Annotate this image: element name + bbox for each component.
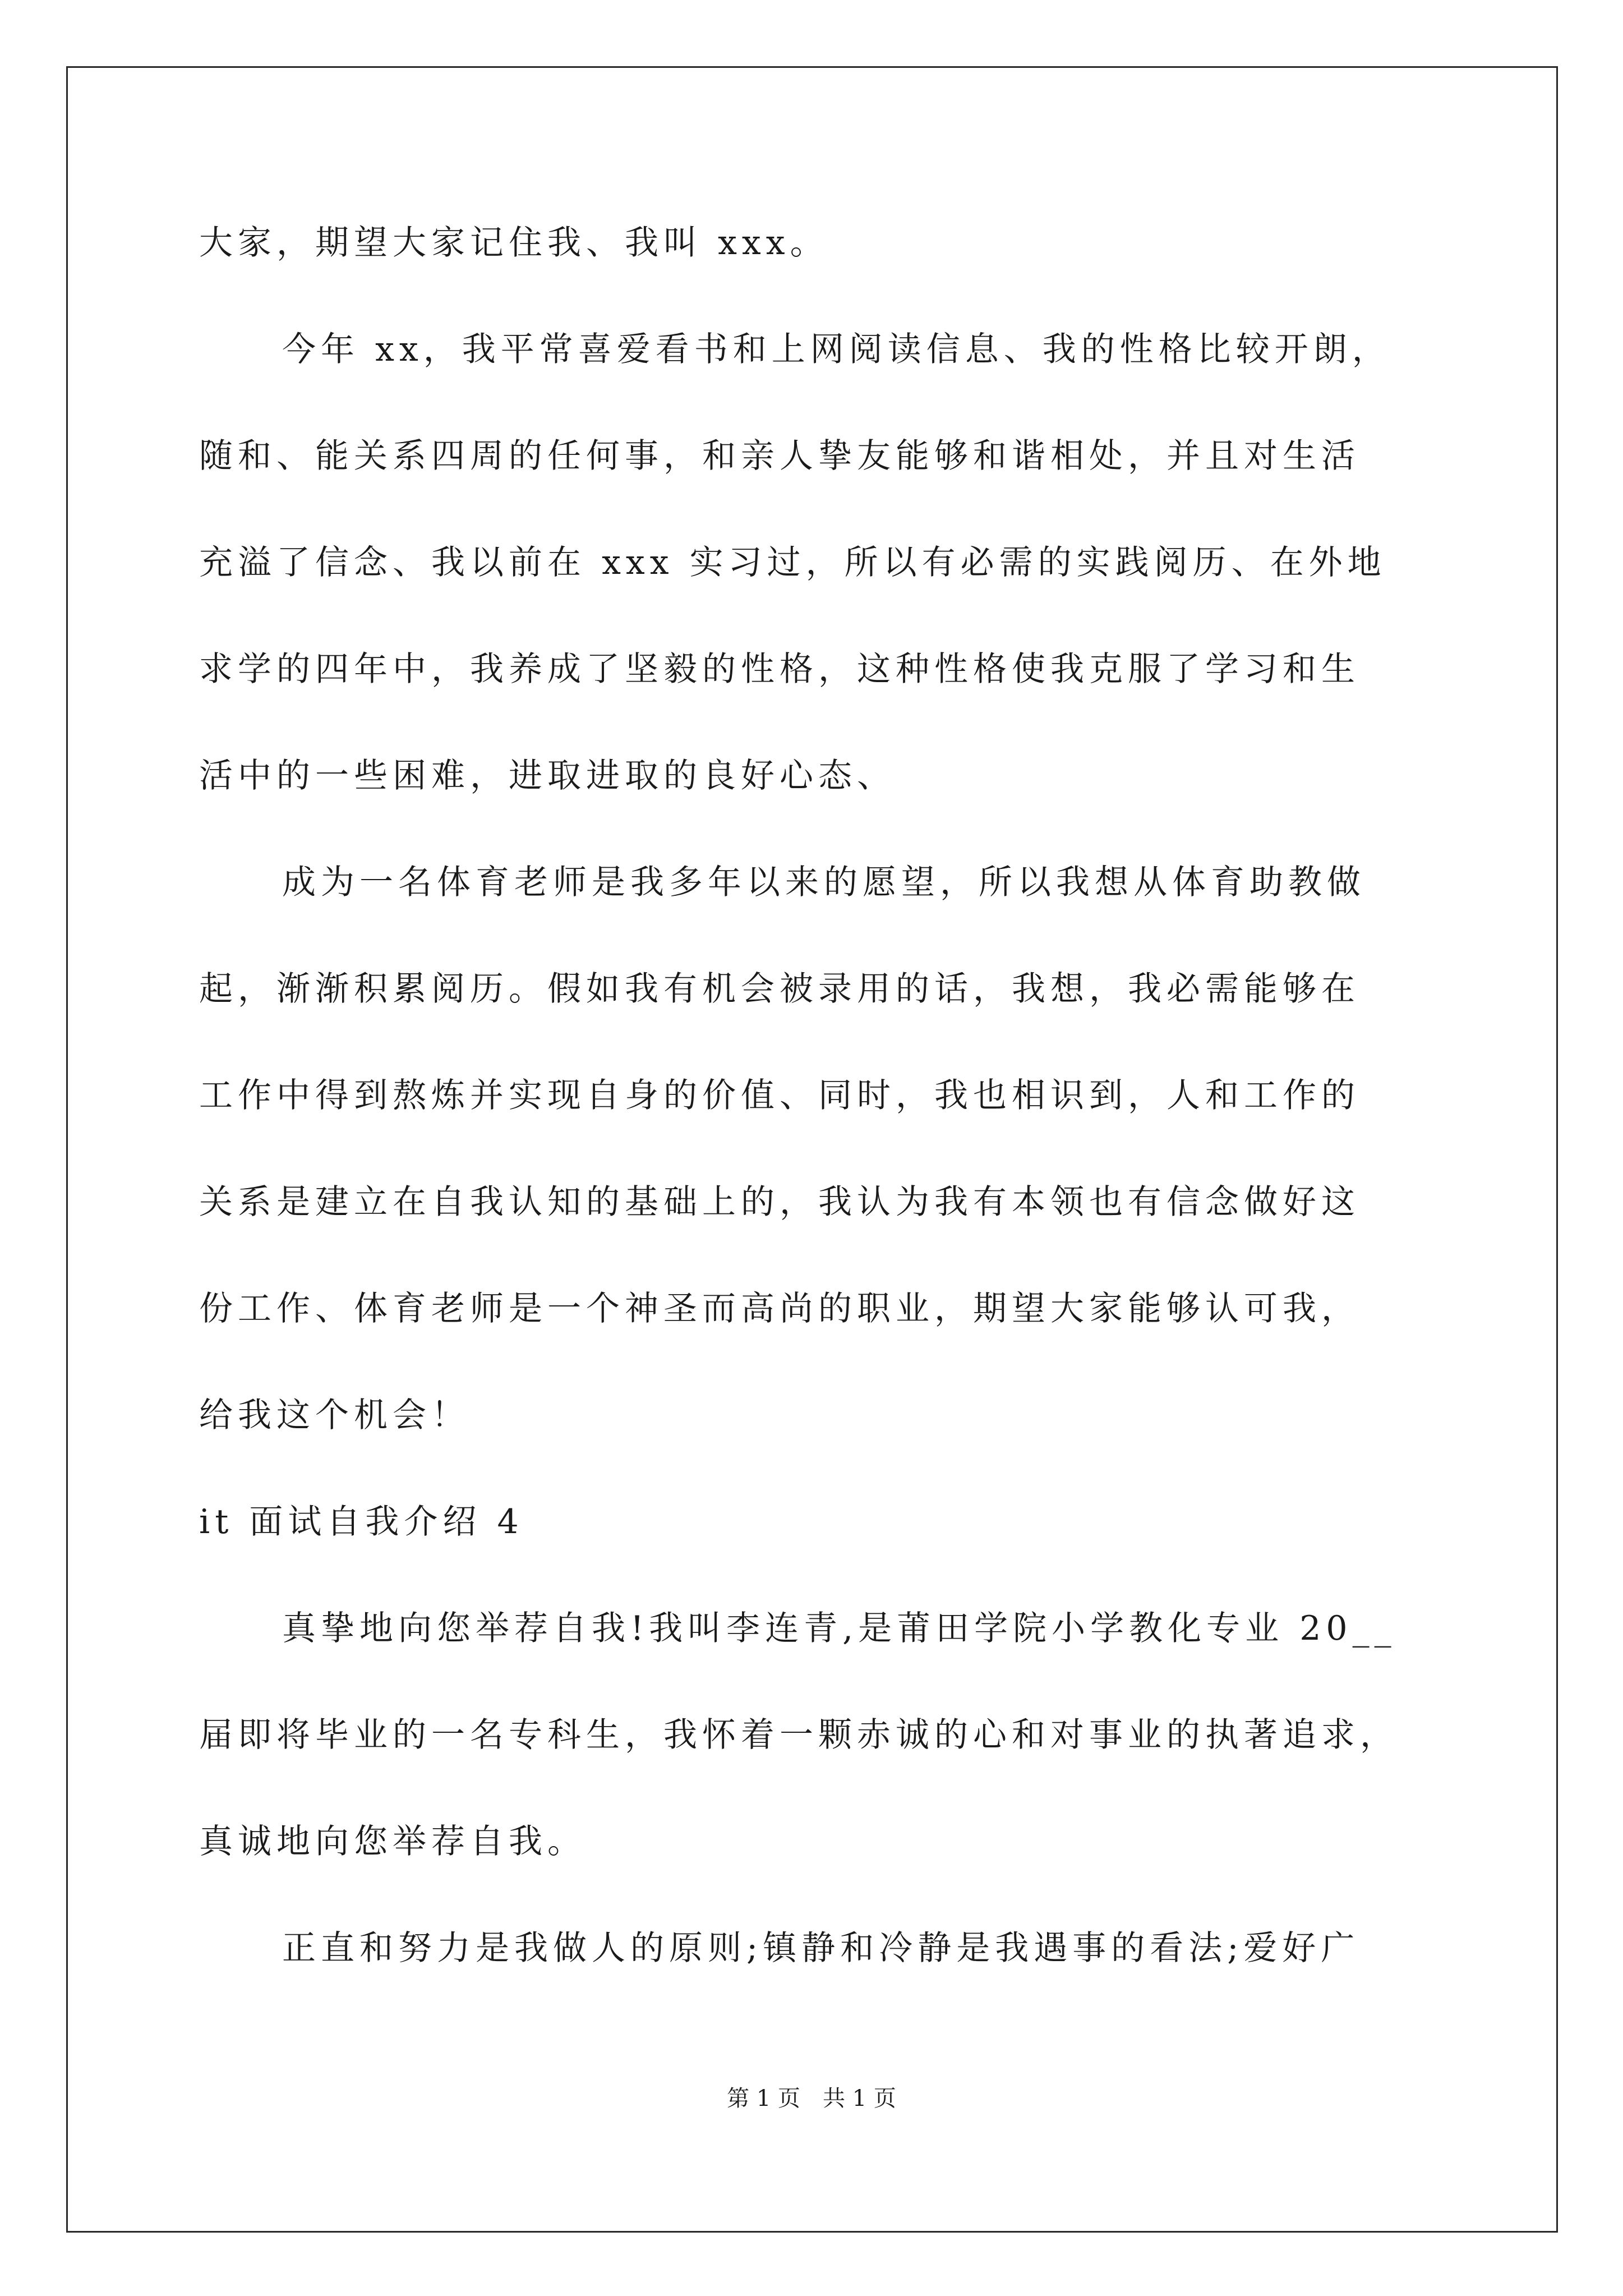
text-line: 关系是建立在自我认知的基础上的，我认为我有本领也有信念做好这: [199, 1182, 1360, 1222]
text-line: 届即将毕业的一名专科生，我怀着一颗赤诚的心和对事业的执著追求，: [199, 1715, 1399, 1755]
text-line: 起，渐渐积累阅历。假如我有机会被录用的话，我想，我必需能够在: [199, 969, 1360, 1009]
text-line: 充溢了信念、我以前在 xxx 实习过，所以有必需的实践阅历、在外地: [199, 543, 1386, 582]
text-line: 工作中得到熬炼并实现自身的价值、同时，我也相识到，人和工作的: [199, 1076, 1360, 1115]
text-line: 大家，期望大家记住我、我叫 xxx。: [199, 223, 829, 263]
page-footer: 第 1 页 共 1 页: [727, 2086, 896, 2111]
paragraph-start: 今年 xx，我平常喜爱看书和上网阅读信息、我的性格比较开朗，: [282, 330, 1391, 369]
text-line: 随和、能关系四周的任何事，和亲人挚友能够和谐相处，并且对生活: [199, 436, 1360, 476]
text-line: 真诚地向您举荐自我。: [199, 1822, 586, 1861]
text-line: 份工作、体育老师是一个神圣而高尚的职业，期望大家能够认可我，: [199, 1289, 1360, 1328]
paragraph-start: 成为一名体育老师是我多年以来的愿望，所以我想从体育助教做: [282, 863, 1366, 902]
text-line: 活中的一些困难，进取进取的良好心态、: [199, 756, 896, 795]
paragraph-start: 正直和努力是我做人的原则;镇静和冷静是我遇事的看法;爱好广: [282, 1929, 1360, 1968]
paragraph-start: 真挚地向您举荐自我!我叫李连青,是莆田学院小学教化专业 20__: [282, 1609, 1396, 1648]
text-line: 求学的四年中，我养成了坚毅的性格，这种性格使我克服了学习和生: [199, 650, 1360, 689]
page-border: [66, 66, 1558, 2233]
section-heading: it 面试自我介绍 4: [199, 1502, 524, 1542]
text-line: 给我这个机会！: [199, 1396, 470, 1435]
